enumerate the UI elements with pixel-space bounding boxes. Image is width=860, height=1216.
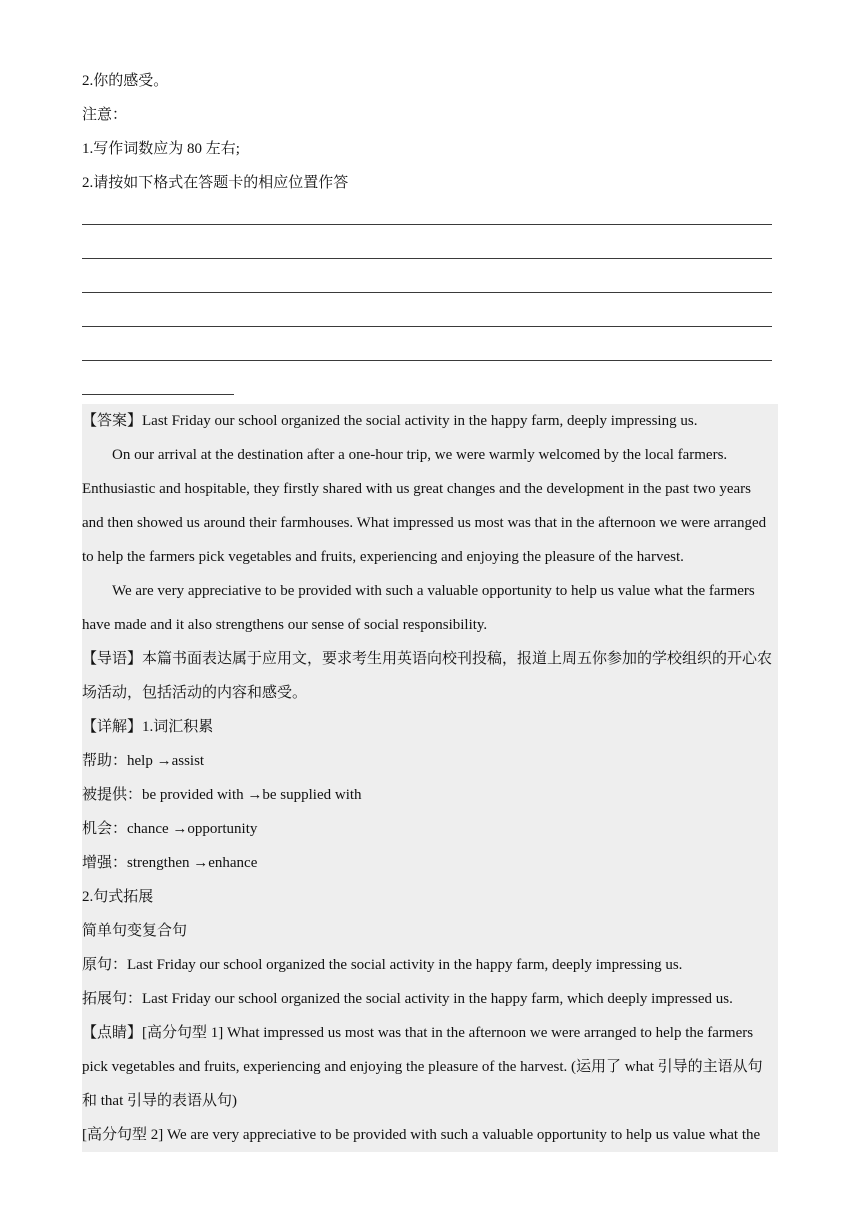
answer-line-row <box>82 268 860 302</box>
answer-line <box>82 326 772 327</box>
solution-section <box>82 404 778 1152</box>
answer-line <box>82 360 772 361</box>
answer-paragraph-1-line: to help the farmers pick vegetables and fruits, experiencing and enjoying the pleasure of the harvest. <box>82 549 684 565</box>
answer-line <box>82 224 772 225</box>
highlights-line: [高分句型 2] We are very appreciative to be provided with such a valuable opportunity to help us value what the <box>82 1127 761 1143</box>
highlights-line: 和 that 引导的表语从句) <box>82 1093 237 1109</box>
intro-label: 【导语】 <box>82 651 143 667</box>
note-item-2: 2.请按如下格式在答题卡的相应位置作答 <box>82 175 349 191</box>
expanded-sentence: 拓展句：Last Friday our school organized the social activity in the happy farm, which deeply impressed us. <box>82 991 733 1007</box>
sentence-heading: 2.句式拓展 <box>82 889 154 905</box>
answer-line-short <box>82 394 234 395</box>
highlights-line: pick vegetables and fruits, experiencing and enjoying the pleasure of the harvest. (运用了 what 引导的主语从句 <box>82 1059 763 1075</box>
prompt-item-2: 2.你的感受。 <box>82 73 169 89</box>
explanation-heading <box>82 710 778 744</box>
answer-paragraph-1-line: and then showed us around their farmhouses. What impressed us most was that in the afternoon we were arranged <box>82 515 767 531</box>
answer-title: Last Friday our school organized the social activity in the happy farm, deeply impressing us. <box>142 413 698 429</box>
vocab-item: 帮助：help →assist <box>82 753 205 769</box>
notes-heading: 注意： <box>82 107 128 123</box>
highlights-text: [高分句型 1] What impressed us most was that in the afternoon we were arranged to help the farmers <box>142 1025 754 1041</box>
note-item-1: 1.写作词数应为 80 左右; <box>82 141 240 157</box>
vocab-item: 增强：strengthen →enhance <box>82 855 258 871</box>
answer-line-row <box>82 200 860 234</box>
answer-paragraph-1-line: Enthusiastic and hospitable, they firstly shared with us great changes and the development in the past two years <box>82 481 751 497</box>
answer-line <box>82 258 772 259</box>
sentence-subheading: 简单句变复合句 <box>82 923 188 939</box>
answer-line-row <box>82 302 860 336</box>
answer-paragraph-1-line: On our arrival at the destination after a one-hour trip, we were warmly welcomed by the local farmers. <box>112 447 728 463</box>
answer-line-row <box>82 234 860 268</box>
highlights-line <box>82 1016 778 1050</box>
intro-text: 本篇书面表达属于应用文，要求考生用英语向校刊投稿，报道上周五你参加的学校组织的开心农 <box>142 651 773 667</box>
intro-line: 场活动，包括活动的内容和感受。 <box>82 685 308 701</box>
vocab-item: 被提供：be provided with →be supplied with <box>82 787 362 803</box>
explanation-label: 【详解】 <box>82 719 143 735</box>
intro-line <box>82 642 778 676</box>
answer-paragraph-2-line: We are very appreciative to be provided with such a valuable opportunity to help us value what the farmers <box>112 583 755 599</box>
answer-paragraph-2-line: have made and it also strengthens our sense of social responsibility. <box>82 617 488 633</box>
answer-title-line <box>82 404 778 438</box>
answer-line <box>82 292 772 293</box>
answer-label: 【答案】 <box>82 413 143 429</box>
answer-line-row <box>82 336 860 370</box>
original-sentence: 原句：Last Friday our school organized the social activity in the happy farm, deeply impressing us. <box>82 957 683 973</box>
vocab-heading: 1.词汇积累 <box>142 719 214 735</box>
answer-line-row <box>82 370 860 404</box>
vocab-item: 机会：chance →opportunity <box>82 821 258 837</box>
highlights-label: 【点睛】 <box>82 1025 143 1041</box>
